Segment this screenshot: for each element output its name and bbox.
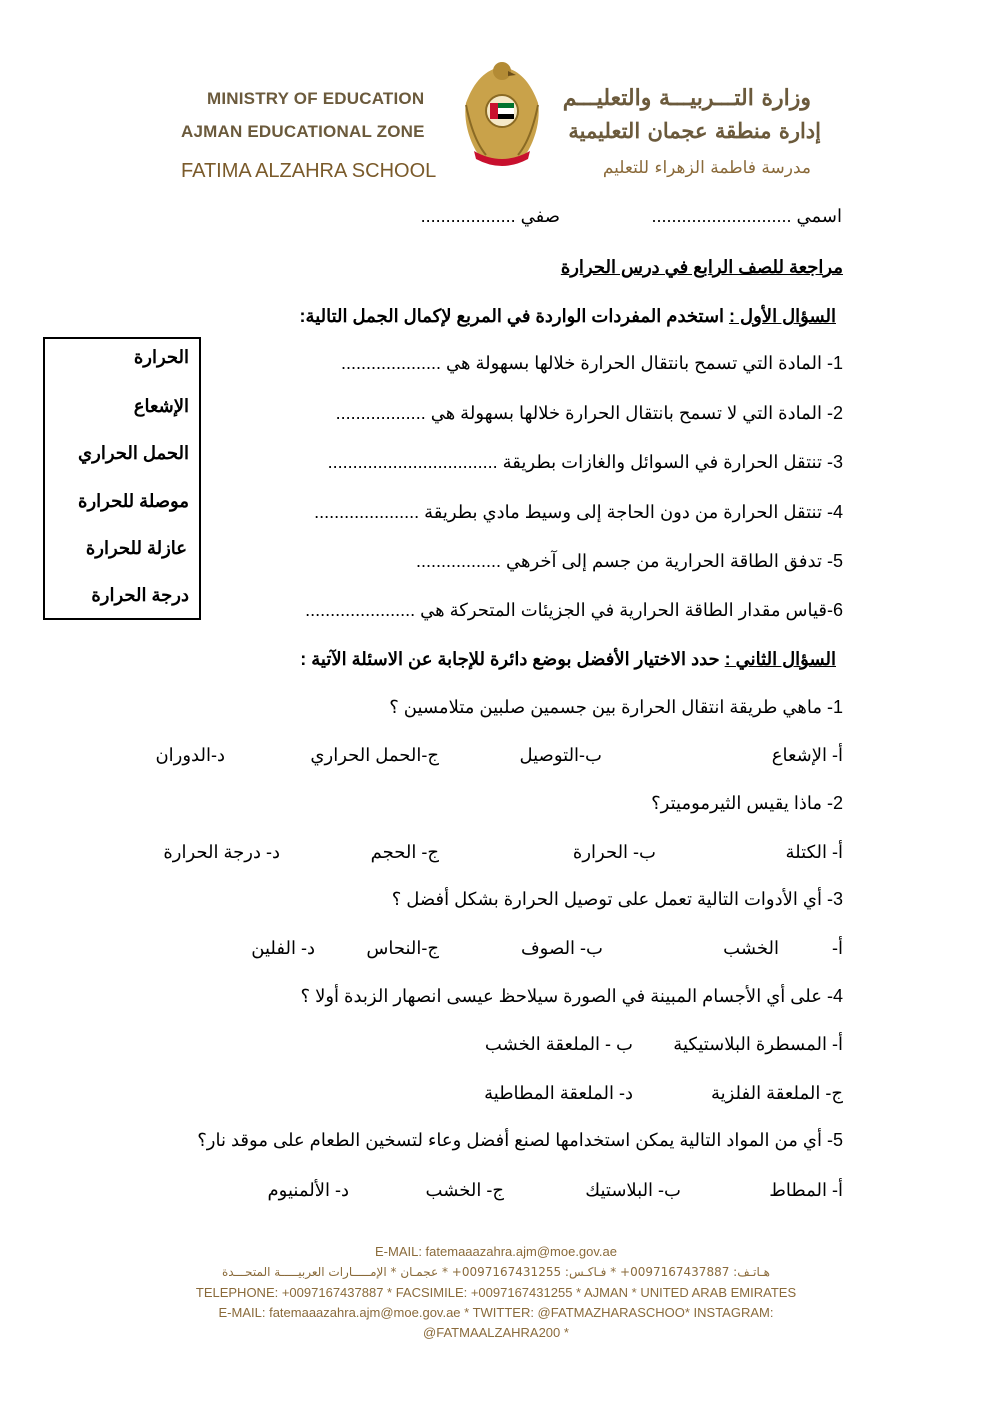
footer-social-line: E-MAIL: fatemaaazahra.ajm@moe.gov.ae * TWITTER: @FATMAZHARASCHOO* INSTAGRAM: <box>218 1305 774 1320</box>
q2-q3-option-d[interactable]: د- الفلين <box>251 938 315 958</box>
word-bank-item: موصلة للحرارة <box>78 491 189 511</box>
q1-item-6: 6-قياس مقدار الطاقة الحرارية في الجزيئات المتحركة هي ...................... <box>305 600 843 620</box>
q2-q1-option-b[interactable]: ب-التوصيل <box>519 745 602 765</box>
q2-question-3: 3- أي الأدوات التالية تعمل على توصيل الحرارة بشكل أفضل ؟ <box>391 889 843 909</box>
q2-question-4: 4- على أي الأجسام المبينة في الصورة سيلاحظ عيسى انصهار الزبدة أولا ؟ <box>300 986 843 1006</box>
footer-email-line: E-MAIL: fatemaaazahra.ajm@moe.gov.ae <box>374 1244 617 1259</box>
q1-heading-label: السؤال الأول : <box>729 306 836 326</box>
word-bank-item: عازلة للحرارة <box>85 538 187 558</box>
q2-q1-option-a[interactable]: أ- الإشعاع <box>771 745 843 765</box>
q2-q2-option-d[interactable]: د- درجة الحرارة <box>163 842 280 862</box>
q2-q1-option-c[interactable]: ج-الحمل الحراري <box>310 745 439 765</box>
q2-q3-option-b[interactable]: ب- الصوف <box>521 938 603 958</box>
q1-item-2: 2- المادة التي لا تسمح بانتقال الحرارة خلالها بسهولة هي .................. <box>335 403 843 423</box>
q2-q2-option-b[interactable]: ب- الحرارة <box>572 842 656 862</box>
q1-heading <box>300 306 836 327</box>
q2-heading <box>300 649 836 670</box>
word-bank-box <box>43 337 201 620</box>
zone-name-ar: إدارة منطقة عجمان التعليمية <box>568 118 821 143</box>
q2-q5-option-d[interactable]: د- الألمنيوم <box>267 1180 349 1200</box>
q1-item-4: 4- تنتقل الحرارة من دون الحاجة إلى وسيط مادي بطريقة ..................... <box>314 502 843 522</box>
q2-heading-text: حدد الاختيار الأفضل بوضع دائرة للإجابة عن الاسئلة الآتية : <box>300 649 725 669</box>
footer-instagram-line: @FATMAALZAHRA200 * <box>423 1325 569 1340</box>
q2-q3-option-a[interactable]: أ- <box>832 938 843 958</box>
q2-q3-option-a-text[interactable]: الخشب <box>723 938 779 958</box>
footer-telephone-line: TELEPHONE: +0097167437887 * FACSIMILE: +0097167431255 * AJMAN * UNITED ARAB EMIRATES <box>195 1285 797 1300</box>
q1-heading-text: استخدم المفردات الواردة في المربع لإكمال الجمل التالية: <box>299 306 730 326</box>
q2-q4-option-a[interactable]: أ- المسطرة البلاستيكية <box>673 1034 843 1054</box>
zone-name-en: AJMAN EDUCATIONAL ZONE <box>181 122 425 141</box>
q2-question-2: 2- ماذا يقيس الثيرموميتر؟ <box>651 793 843 813</box>
word-bank-item: الإشعاع <box>133 396 189 416</box>
word-bank-item: درجة الحرارة <box>91 585 189 605</box>
word-bank-item: الحرارة <box>133 347 189 367</box>
school-name-ar: مدرسة فاطمة الزهراء للتعليم <box>602 158 811 178</box>
q2-q1-option-d[interactable]: د-الدوران <box>155 745 225 765</box>
footer-arabic-contact: هـاتـف: 0097167437887+ * فـاكـس: 0097167431255+ * عجمـان * الإمـــــارات العربيـــــة المتحـــدة <box>222 1265 770 1279</box>
q1-item-5: 5- تدفق الطاقة الحرارية من جسم إلى آخرهي ................. <box>415 551 843 571</box>
q2-q5-option-a[interactable]: أ- المطاط <box>769 1180 843 1200</box>
student-name-field[interactable]: اسمي ............................ <box>651 206 842 226</box>
q2-question-5: 5- أي من المواد التالية يمكن استخدامها لصنع أفضل وعاء لتسخين الطعام على موقد نار؟ <box>197 1130 843 1150</box>
q2-q5-option-c[interactable]: ج- الخشب <box>425 1180 504 1200</box>
page-title: مراجعة للصف الرابع في درس الحرارة <box>560 257 843 277</box>
q2-q4-option-b[interactable]: ب - الملعقة الخشب <box>484 1034 633 1054</box>
q1-item-1: 1- المادة التي تسمح بانتقال الحرارة خلالها بسهولة هي .................... <box>340 353 843 373</box>
ministry-name-en: MINISTRY OF EDUCATION <box>207 89 425 108</box>
uae-falcon-emblem-icon <box>456 55 548 170</box>
student-class-field[interactable]: صفي ................... <box>420 206 560 226</box>
word-bank-item: الحمل الحراري <box>78 443 189 463</box>
q2-q4-option-c[interactable]: ج- الملعقة الفلزية <box>710 1083 843 1103</box>
school-name-en: FATIMA ALZAHRA SCHOOL <box>181 160 437 182</box>
q2-question-1: 1- ماهي طريقة انتقال الحرارة بين جسمين صلبين متلامسين ؟ <box>389 697 843 717</box>
q2-q2-option-a[interactable]: أ- الكتلة <box>785 842 843 862</box>
ministry-name-ar: وزارة التـــربيـــة والتعليـــم <box>562 85 811 111</box>
q1-item-3: 3- تنتقل الحرارة في السوائل والغازات بطريقة .................................. <box>327 452 843 472</box>
q2-heading-label: السؤال الثاني : <box>724 649 836 669</box>
q2-q5-option-b[interactable]: ب- البلاستيك <box>585 1180 681 1200</box>
q2-q2-option-c[interactable]: ج- الحجم <box>370 842 439 862</box>
q2-q4-option-d[interactable]: د- الملعقة المطاطية <box>484 1083 633 1103</box>
q2-q3-option-c[interactable]: ج-النحاس <box>366 938 439 958</box>
